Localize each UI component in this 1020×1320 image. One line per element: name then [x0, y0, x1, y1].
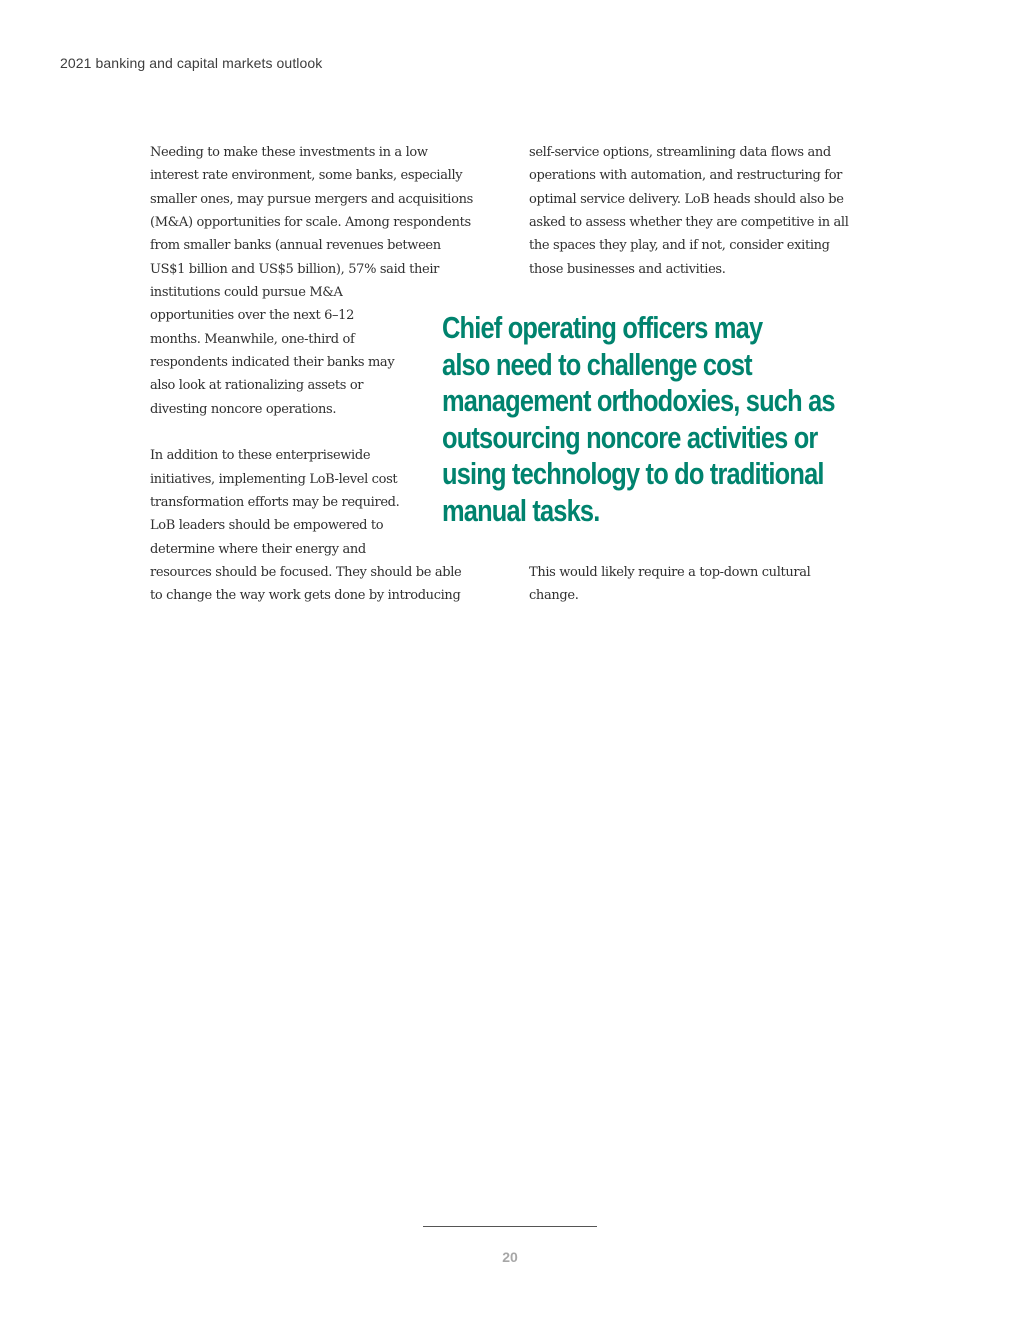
body-text-line: resources should be focused. They should be able: [150, 565, 462, 580]
body-text-line: smaller ones, may pursue mergers and acquisitions: [150, 192, 473, 207]
body-text-line: asked to assess whether they are competitive in all: [529, 215, 849, 230]
body-text-line: operations with automation, and restructuring for: [529, 168, 843, 183]
body-text-line: opportunities over the next 6–12: [150, 308, 355, 323]
body-text-line: This would likely require a top-down cultural: [529, 565, 811, 580]
body-text-line: to change the way work gets done by introducing: [150, 588, 461, 603]
pull-quote-line: Chief operating officers may: [442, 310, 763, 345]
body-text-line: divesting noncore operations.: [150, 402, 337, 417]
pull-quote-line: manual tasks.: [442, 492, 600, 528]
pull-quote-line: outsourcing noncore activities or: [442, 419, 818, 455]
body-text-line: (M&A) opportunities for scale. Among respondents: [150, 215, 471, 230]
pull-quote-line: using technology to do traditional: [442, 456, 824, 492]
body-text-line: from smaller banks (annual revenues between: [150, 238, 441, 253]
body-text-line: self-service options, streamlining data flows and: [529, 145, 831, 160]
body-text-line: respondents indicated their banks may: [150, 355, 395, 370]
page-number: 20: [502, 1249, 518, 1265]
footer-divider: [423, 1226, 597, 1227]
body-text-line: determine where their energy and: [150, 542, 366, 557]
body-text-line: those businesses and activities.: [529, 262, 726, 277]
pull-quote: [442, 310, 882, 530]
running-header: 2021 banking and capital markets outlook: [60, 55, 323, 71]
body-text-line: months. Meanwhile, one-third of: [150, 332, 355, 347]
body-text-line: interest rate environment, some banks, especially: [150, 168, 463, 183]
body-text-line: optimal service delivery. LoB heads should also be: [529, 192, 844, 207]
body-text-line: LoB leaders should be empowered to: [150, 518, 384, 533]
pull-quote-line: management orthodoxies, such as: [442, 383, 835, 419]
pull-quote-line: also need to challenge cost: [442, 346, 752, 382]
body-text-line: change.: [529, 588, 579, 603]
body-text-line: the spaces they play, and if not, consider exiting: [529, 238, 830, 253]
body-text-line: institutions could pursue M&A: [150, 285, 343, 300]
body-text-line: In addition to these enterprisewide: [150, 448, 371, 463]
body-text-line: transformation efforts may be required.: [150, 495, 400, 510]
body-text-line: also look at rationalizing assets or: [150, 378, 364, 393]
body-text-line: Needing to make these investments in a low: [150, 145, 428, 160]
body-text-line: US$1 billion and US$5 billion), 57% said their: [150, 262, 440, 277]
body-text-line: initiatives, implementing LoB-level cost: [150, 472, 398, 487]
